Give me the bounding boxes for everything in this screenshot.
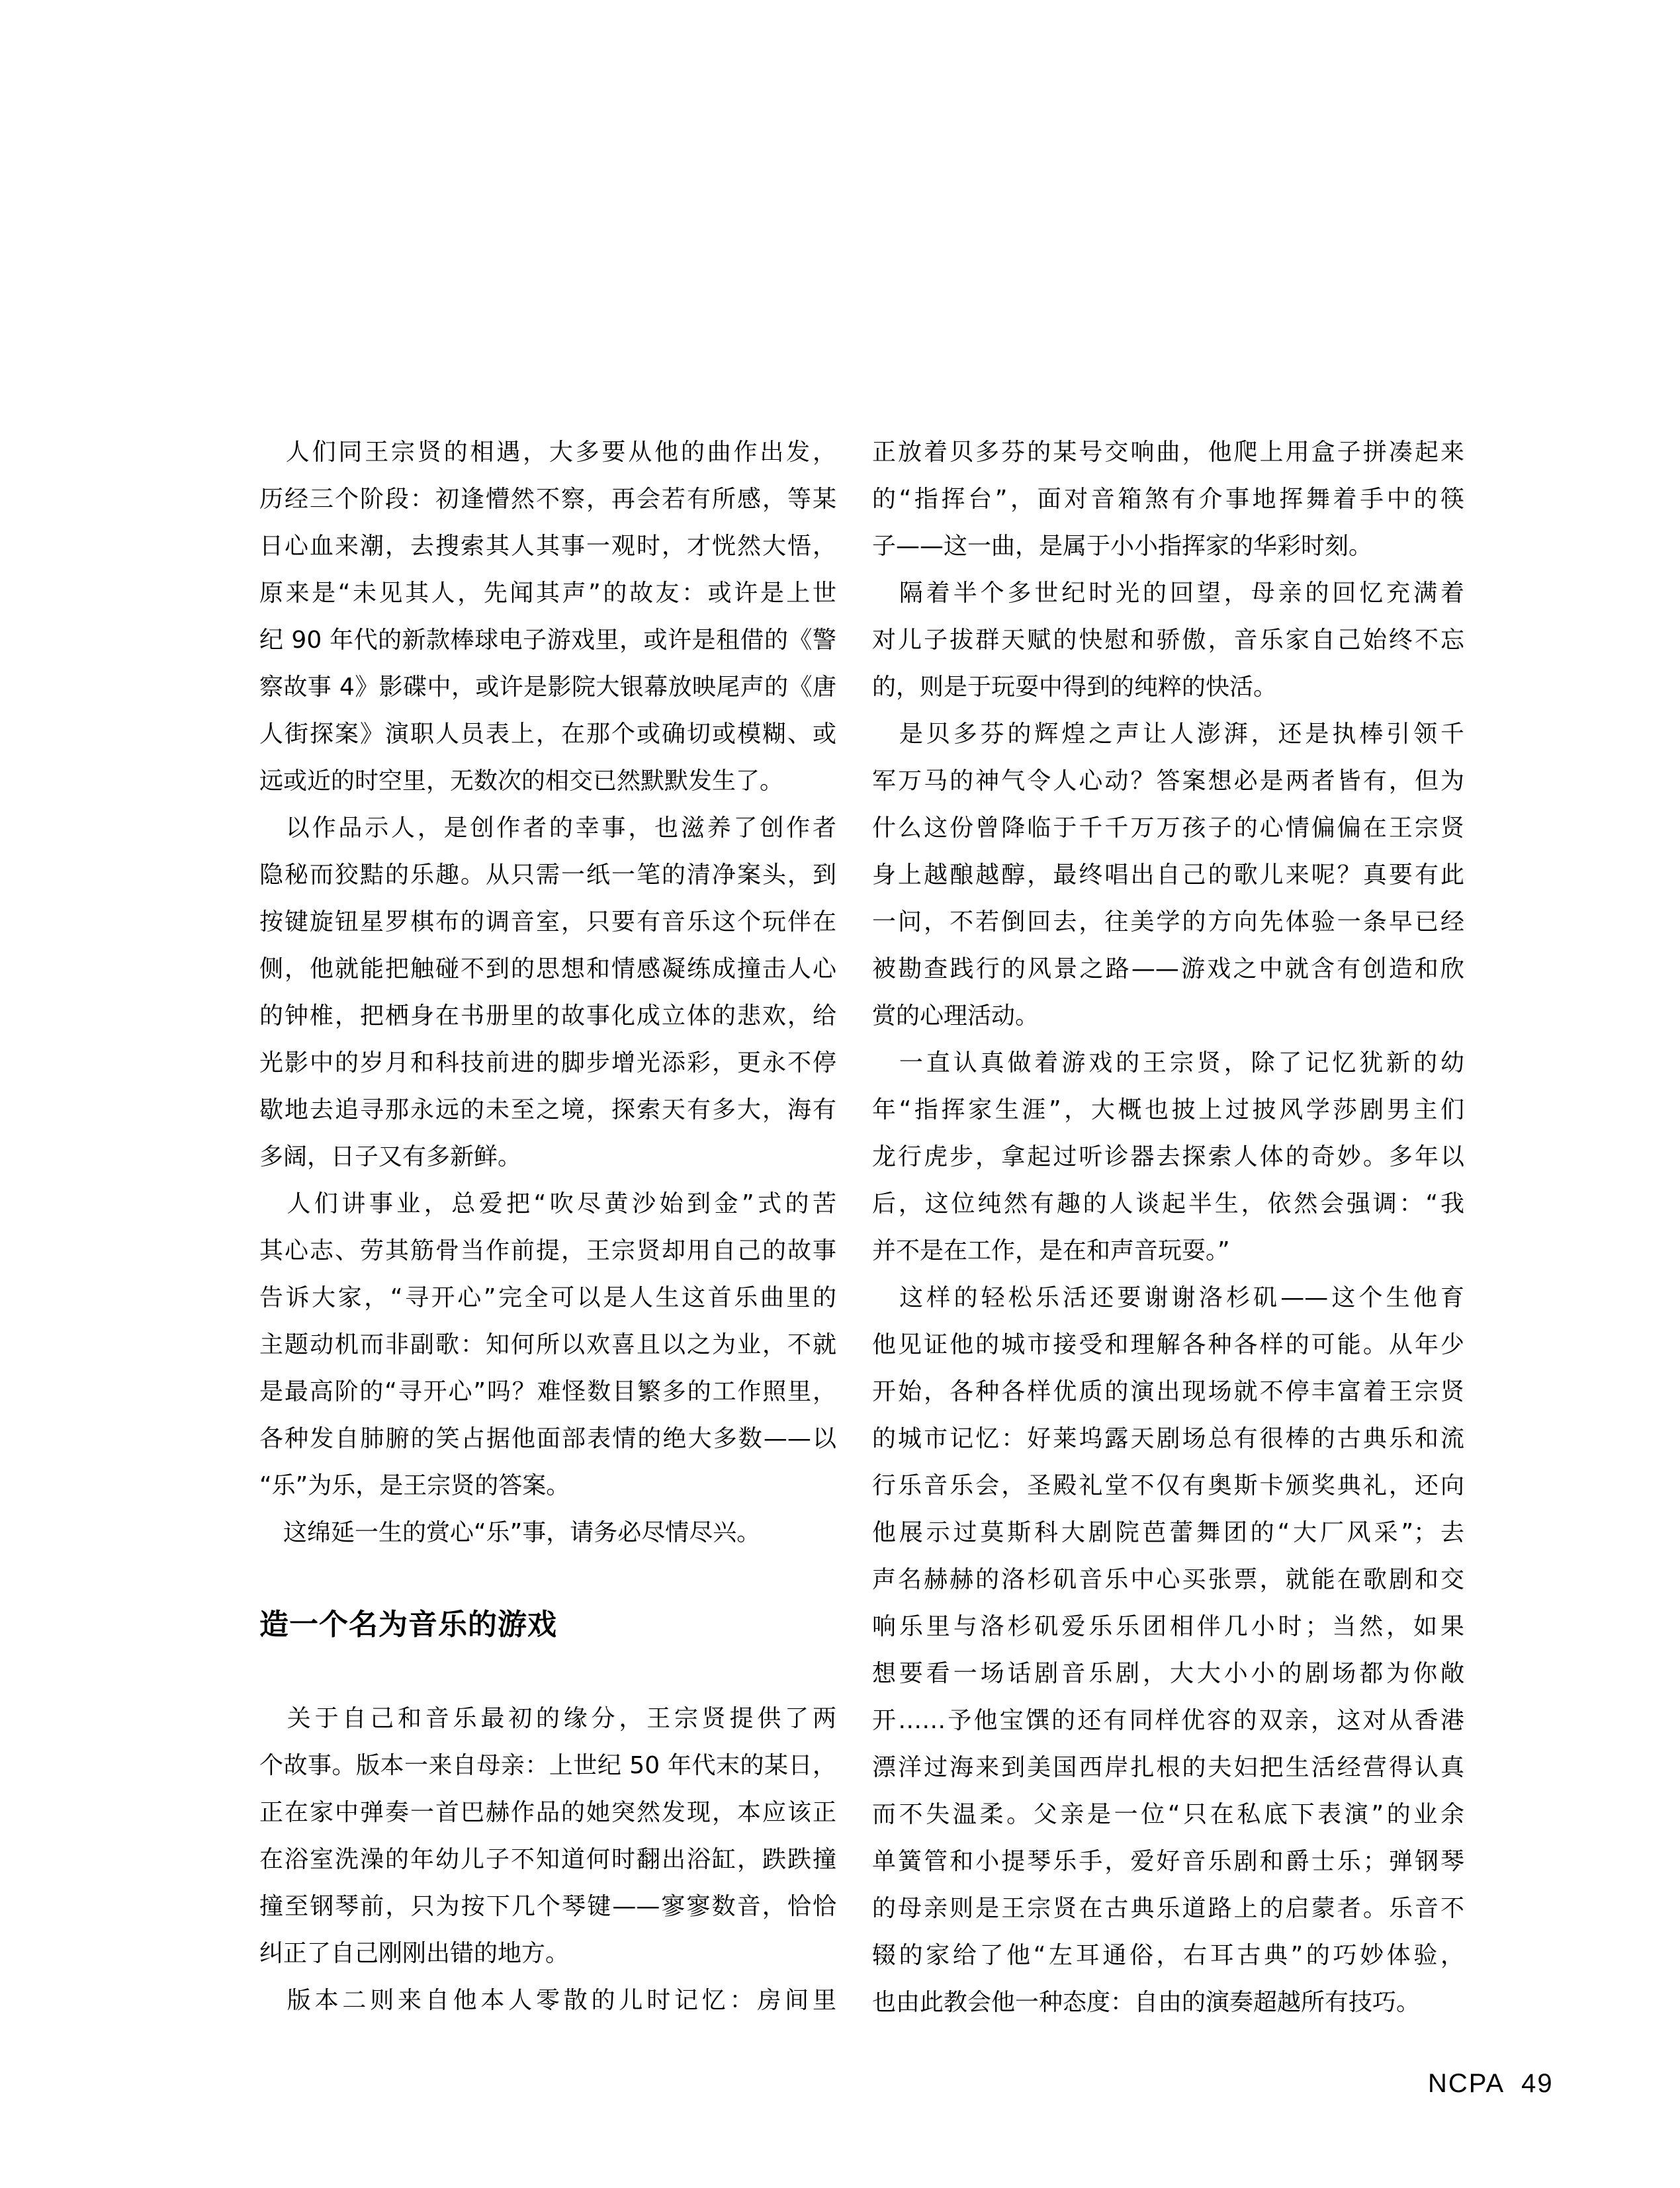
text-line: 子——这一曲，是属于小小指挥家的华彩时刻。 [872, 533, 1373, 560]
text-line: 他见证他的城市接受和理解各种各样的可能。从年少 [872, 1331, 1464, 1358]
text-line: 龙行虎步，拿起过听诊器去探索人体的奇妙。多年以 [872, 1143, 1464, 1170]
text-line: 各种发自肺腑的笑占据他面部表情的绝大多数——以 [259, 1425, 836, 1452]
text-line: 光影中的岁月和科技前进的脚步增光添彩，更永不停 [259, 1049, 836, 1076]
text-line: 版本二则来自他本人零散的儿时记忆：房间里 [259, 1987, 836, 2014]
text-line: 日心血来潮，去搜索其人其事一观时，才恍然大悟， [259, 533, 836, 560]
text-line: 告诉大家，“寻开心”完全可以是人生这首乐曲里的 [259, 1284, 836, 1311]
text-line: 一问，不若倒回去，往美学的方向先体验一条早已经 [872, 908, 1464, 936]
text-line: 人们讲事业，总爱把“吹尽黄沙始到金”式的苦 [259, 1190, 836, 1217]
text-line: 纠正了自己刚刚出错的地方。 [259, 1940, 570, 1967]
text-line: 以作品示人，是创作者的幸事，也滋养了创作者 [259, 814, 836, 842]
text-line: 关于自己和音乐最初的缘分，王宗贤提供了两 [259, 1705, 836, 1732]
text-line: 人街探案》演职人员表上，在那个或确切或模糊、或 [259, 721, 836, 748]
text-line: 赏的心理活动。 [872, 1002, 1039, 1029]
text-line: 对儿子拔群天赋的快慰和骄傲，音乐家自己始终不忘 [872, 627, 1464, 654]
text-line: 隔着半个多世纪时光的回望，母亲的回忆充满着 [872, 580, 1464, 607]
text-line: 开始，各种各样优质的演出现场就不停丰富着王宗贤 [872, 1378, 1464, 1405]
text-line: 侧，他就能把触碰不到的思想和情感凝练成撞击人心 [259, 955, 836, 983]
text-line: 被勘查践行的风景之路——游戏之中就含有创造和欣 [872, 955, 1464, 983]
text-line: 个故事。版本一来自母亲：上世纪 50 年代末的某日， [259, 1752, 836, 1779]
text-line: 察故事 4》影碟中，或许是影院大银幕放映尾声的《唐 [259, 674, 836, 701]
text-line: 这绵延一生的赏心“乐”事，请务必尽情尽兴。 [259, 1519, 761, 1546]
text-line: 行乐音乐会，圣殿礼堂不仅有奥斯卡颁奖典礼，还向 [872, 1472, 1464, 1499]
text-line: 在浴室洗澡的年幼儿子不知道何时翻出浴缸，跌跌撞 [259, 1846, 836, 1873]
text-line: 想要看一场话剧音乐剧，大大小小的剧场都为你敞 [872, 1660, 1464, 1687]
text-line: 也由此教会他一种态度：自由的演奏超越所有技巧。 [872, 1989, 1421, 2016]
text-line: 人们同王宗贤的相遇，大多要从他的曲作出发， [259, 439, 836, 466]
text-line: 纪 90 年代的新款棒球电子游戏里，或许是租借的《警 [259, 627, 836, 654]
left-column [259, 429, 836, 2024]
right-column [872, 429, 1464, 2026]
text-line: 漂洋过海来到美国西岸扎根的夫妇把生活经营得认真 [872, 1754, 1464, 1781]
text-line: 主题动机而非副歌：知何所以欢喜且以之为业，不就 [259, 1331, 836, 1358]
text-line: 远或近的时空里，无数次的相交已然默默发生了。 [259, 767, 784, 795]
text-line: 一直认真做着游戏的王宗贤，除了记忆犹新的幼 [872, 1049, 1464, 1076]
text-line: 声名赫赫的洛杉矶音乐中心买张票，就能在歌剧和交 [872, 1566, 1464, 1593]
text-line: 多阔，日子又有多新鲜。 [259, 1143, 522, 1170]
text-line: 并不是在工作，是在和声音玩耍。” [872, 1237, 1230, 1264]
text-line: “乐”为乐，是王宗贤的答案。 [259, 1472, 570, 1499]
text-line: 的“指挥台”，面对音箱煞有介事地挥舞着手中的筷 [872, 486, 1464, 513]
text-line: 他展示过莫斯科大剧院芭蕾舞团的“大厂风采”；去 [872, 1519, 1464, 1546]
text-line: 军万马的神气令人心动？答案想必是两者皆有，但为 [872, 767, 1464, 795]
text-line: 的钟椎，把栖身在书册里的故事化成立体的悲欢，给 [259, 1002, 836, 1029]
text-line: 是贝多芬的辉煌之声让人澎湃，还是执棒引领千 [872, 721, 1464, 748]
text-line: 响乐里与洛杉矶爱乐乐团相伴几小时；当然，如果 [872, 1613, 1464, 1640]
text-line: 历经三个阶段：初逢懵然不察，再会若有所感，等某 [259, 486, 836, 513]
text-line: 年“指挥家生涯”，大概也披上过披风学莎剧男主们 [872, 1096, 1464, 1123]
text-line: 撞至钢琴前，只为按下几个琴键——寥寥数音，恰恰 [259, 1893, 836, 1920]
text-line: 正放着贝多芬的某号交响曲，他爬上用盒子拼凑起来 [872, 439, 1464, 466]
section-heading: 造一个名为音乐的游戏 [259, 1608, 557, 1641]
text-line: 后，这位纯然有趣的人谈起半生，依然会强调：“我 [872, 1190, 1464, 1217]
text-line: 而不失温柔。父亲是一位“只在私底下表演”的业余 [872, 1801, 1464, 1828]
text-line: 按键旋钮星罗棋布的调音室，只要有音乐这个玩伴在 [259, 908, 836, 936]
text-line: 辍的家给了他“左耳通俗，右耳古典”的巧妙体验， [872, 1942, 1464, 1969]
page-number: NCPA 49 [1428, 2069, 1554, 2098]
text-line: 隐秘而狡黠的乐趣。从只需一纸一笔的清净案头，到 [259, 861, 836, 889]
text-line: 什么这份曾降临于千千万万孩子的心情偏偏在王宗贤 [872, 814, 1464, 842]
text-line: 这样的轻松乐活还要谢谢洛杉矶——这个生他育 [872, 1284, 1464, 1311]
text-line: 歇地去追寻那永远的未至之境，探索天有多大，海有 [259, 1096, 836, 1123]
text-line: 身上越酿越醇，最终唱出自己的歌儿来呢？真要有此 [872, 861, 1464, 889]
text-line: 的，则是于玩耍中得到的纯粹的快活。 [872, 674, 1278, 701]
text-line: 正在家中弹奏一首巴赫作品的她突然发现，本应该正 [259, 1799, 836, 1826]
text-line: 是最高阶的“寻开心”吗？难怪数目繁多的工作照里， [259, 1378, 836, 1405]
text-line: 单簧管和小提琴乐手，爱好音乐剧和爵士乐；弹钢琴 [872, 1848, 1464, 1875]
text-line: 开……予他宝馔的还有同样优容的双亲，这对从香港 [872, 1707, 1464, 1734]
text-line: 的母亲则是王宗贤在古典乐道路上的启蒙者。乐音不 [872, 1895, 1464, 1922]
text-line: 原来是“未见其人，先闻其声”的故友：或许是上世 [259, 580, 836, 607]
text-line: 其心志、劳其筋骨当作前提，王宗贤却用自己的故事 [259, 1237, 836, 1264]
text-line: 的城市记忆：好莱坞露天剧场总有很棒的古典乐和流 [872, 1425, 1464, 1452]
